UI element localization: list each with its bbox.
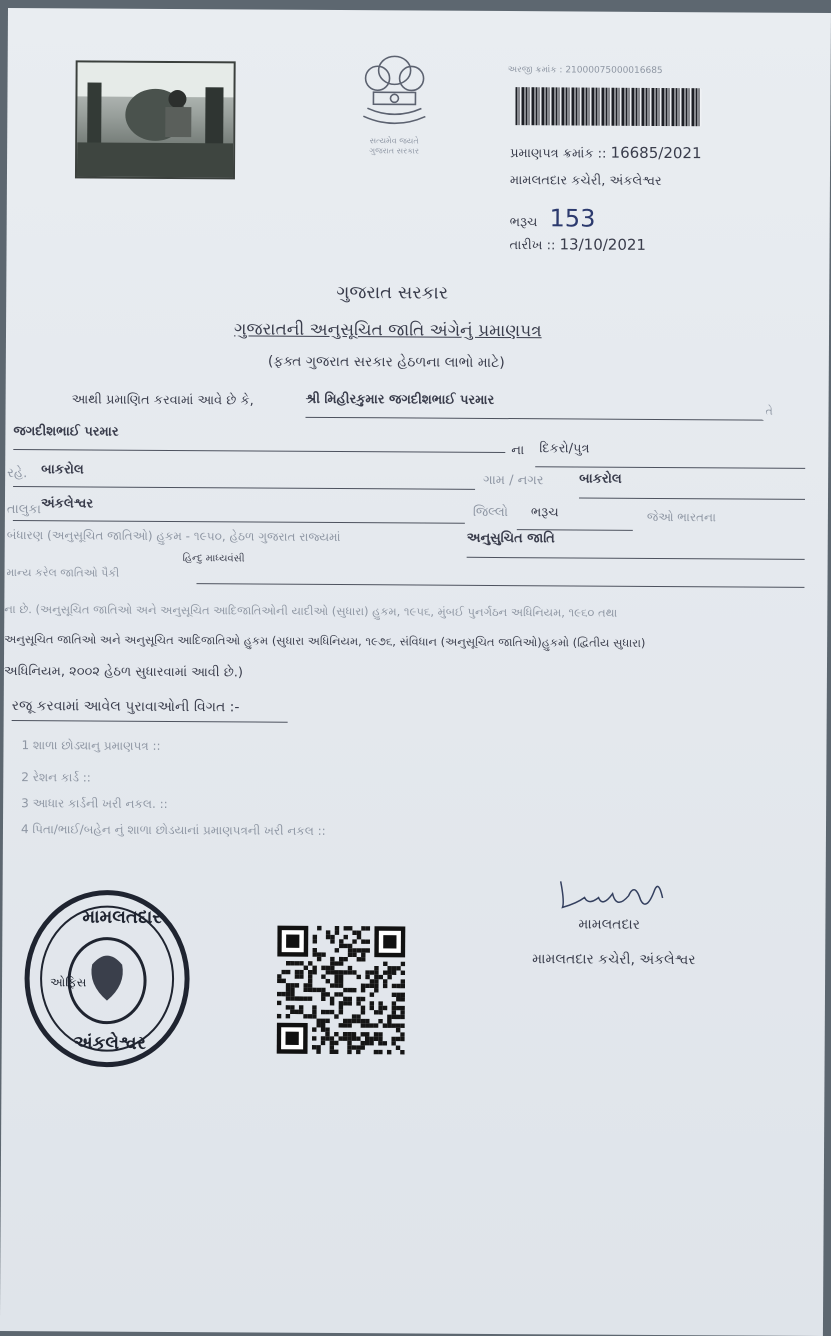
taluka-prefix: તાલુકા — [6, 502, 41, 518]
office-seal — [22, 888, 193, 1069]
caste-category-line — [467, 557, 805, 560]
village-value: બાકરોલ — [41, 462, 84, 478]
signatory-office: મામલતદાર કચેરી, અંકલેશ્વર — [532, 951, 696, 969]
certificate-number-row — [510, 143, 702, 162]
handwritten-number: 153 — [549, 204, 596, 233]
certificate-heading: ગુજરાતની અનુસૂચિત જાતિ અંગેનું પ્રમાણપત્ર — [233, 319, 542, 342]
outward-label: ભરૂચ — [509, 215, 538, 231]
date-label: તારીખ :: — [509, 238, 556, 254]
evidence-item: 3 આધાર કાર્ડની ખરી નકલ. :: — [21, 796, 168, 811]
certificate-page — [0, 8, 831, 1336]
evidence-item: 4 પિતા/ભાઈ/બહેન નું શાળા છોડયાનાં પ્રમાણપત્રની ખરી નકલ :: — [20, 822, 326, 838]
caste-category: અનુસુચિત જાતિ — [466, 530, 555, 547]
certificate-number-label: પ્રમાણપત્ર ક્રમાંક :: — [510, 146, 607, 162]
relation-value: દિકરો/પુત્ર — [539, 441, 590, 457]
officer-signature — [554, 871, 674, 916]
name-line — [306, 417, 764, 421]
state-emblem — [353, 48, 436, 156]
state-text: જેઓ ભારતના — [646, 509, 716, 525]
taluka-line — [13, 520, 465, 524]
seal-middle-text: ઓફિસ — [50, 975, 87, 990]
certify-prefix: આથી પ્રમાણિત કરવામાં આવે છે કે, — [71, 392, 254, 409]
signatory-designation: મામલતદાર — [578, 916, 641, 933]
caste-value: હિન્દુ માધ્યવંસી — [182, 553, 245, 565]
date-row — [510, 235, 647, 254]
village-prefix: રહે. — [7, 466, 28, 482]
relation-label: ના — [511, 443, 525, 459]
caste-line — [196, 583, 804, 588]
barcode — [515, 87, 701, 126]
father-name: જગદીશભાઈ પરમાર — [13, 424, 119, 440]
emblem-caption-1: સત્યમેવ જયતે — [369, 136, 419, 146]
issue-date: 13/10/2021 — [559, 235, 647, 254]
office-line: મામલતદાર કચેરી, અંકલેશ્વર — [509, 173, 662, 189]
evidence-item: 1 શાળા છોડ્યાનુ પ્રમાણપત્ર :: — [21, 738, 161, 753]
town-label: ગામ / નગર — [483, 472, 544, 489]
certificate-subheading: (ફક્ત ગુજરાત સરકાર હેઠળના લાભો માટે) — [267, 353, 505, 372]
barcode-number: અરજી ક્રમાંક : 21000075000016685 — [507, 65, 663, 77]
applicant-photo — [75, 60, 236, 179]
government-title: ગુજરાત સરકાર — [336, 282, 449, 304]
outward-number-row — [510, 204, 596, 233]
relation-line — [535, 466, 805, 469]
caste-prefix: માન્ય કરેલ જાતિઓ પૈકી — [6, 566, 120, 580]
district-label: જિલ્લો — [472, 504, 509, 521]
order-text: બંધારણ (અનુસૂચિત જાતિઓ) હુકમ - ૧૯૫૦, હેઠળ ગુજરાત રાજ્યમાં — [6, 528, 341, 545]
evidence-heading-underline — [12, 720, 288, 723]
father-line — [13, 449, 505, 453]
seal-bottom-text: અંકલેશ્વર — [73, 1032, 146, 1054]
paragraph-line-1: ના છે. (અનુસૂચિત જાતિઓ અને અનુસૂચિત આદિજાતિઓની યાદીઓ (સુધારા) હુકમ, ૧૯૫૬, મુંબઈ પુનર્ગઠન અધિનિયમ, ૧૯૬૦ તથા — [4, 601, 618, 620]
village-line — [13, 486, 475, 490]
evidence-heading: રજૂ કરવામાં આવેલ પુરાવાઓની વિગત :- — [11, 698, 240, 716]
district-value: ભરૂચ — [530, 505, 559, 521]
emblem-caption-2: ગુજરાત સરકાર — [369, 146, 420, 156]
paragraph-line-2: અનુસૂચિત જાતિઓ અને અનુસૂચિત આદિજાતિઓ હુકમ (સુધારા અધિનિયમ, ૧૯૭૬, સંવિધાન (અનુસૂચિત જાતિઓ)હુકમો (દ્વિતીય સુધારા) — [4, 631, 646, 650]
certificate-number: 16685/2021 — [610, 143, 702, 163]
town-value: બાકરોલ — [579, 471, 622, 487]
taluka-value: અંકલેશ્વર — [40, 496, 94, 512]
qr-code — [277, 920, 406, 1061]
town-line — [579, 497, 805, 499]
line-end-mark: તે — [765, 404, 773, 418]
applicant-name: શ્રી મિહીરકુમાર જગદીશભાઈ પરમાર — [305, 391, 495, 408]
seal-top-text: મામલતદાર — [82, 906, 162, 928]
paragraph-line-3: અધિનિયમ, ૨૦૦૨ હેઠળ સુધારવામાં આવી છે.) — [3, 663, 244, 681]
evidence-item: 2 રેશન કાર્ડ :: — [21, 770, 91, 785]
